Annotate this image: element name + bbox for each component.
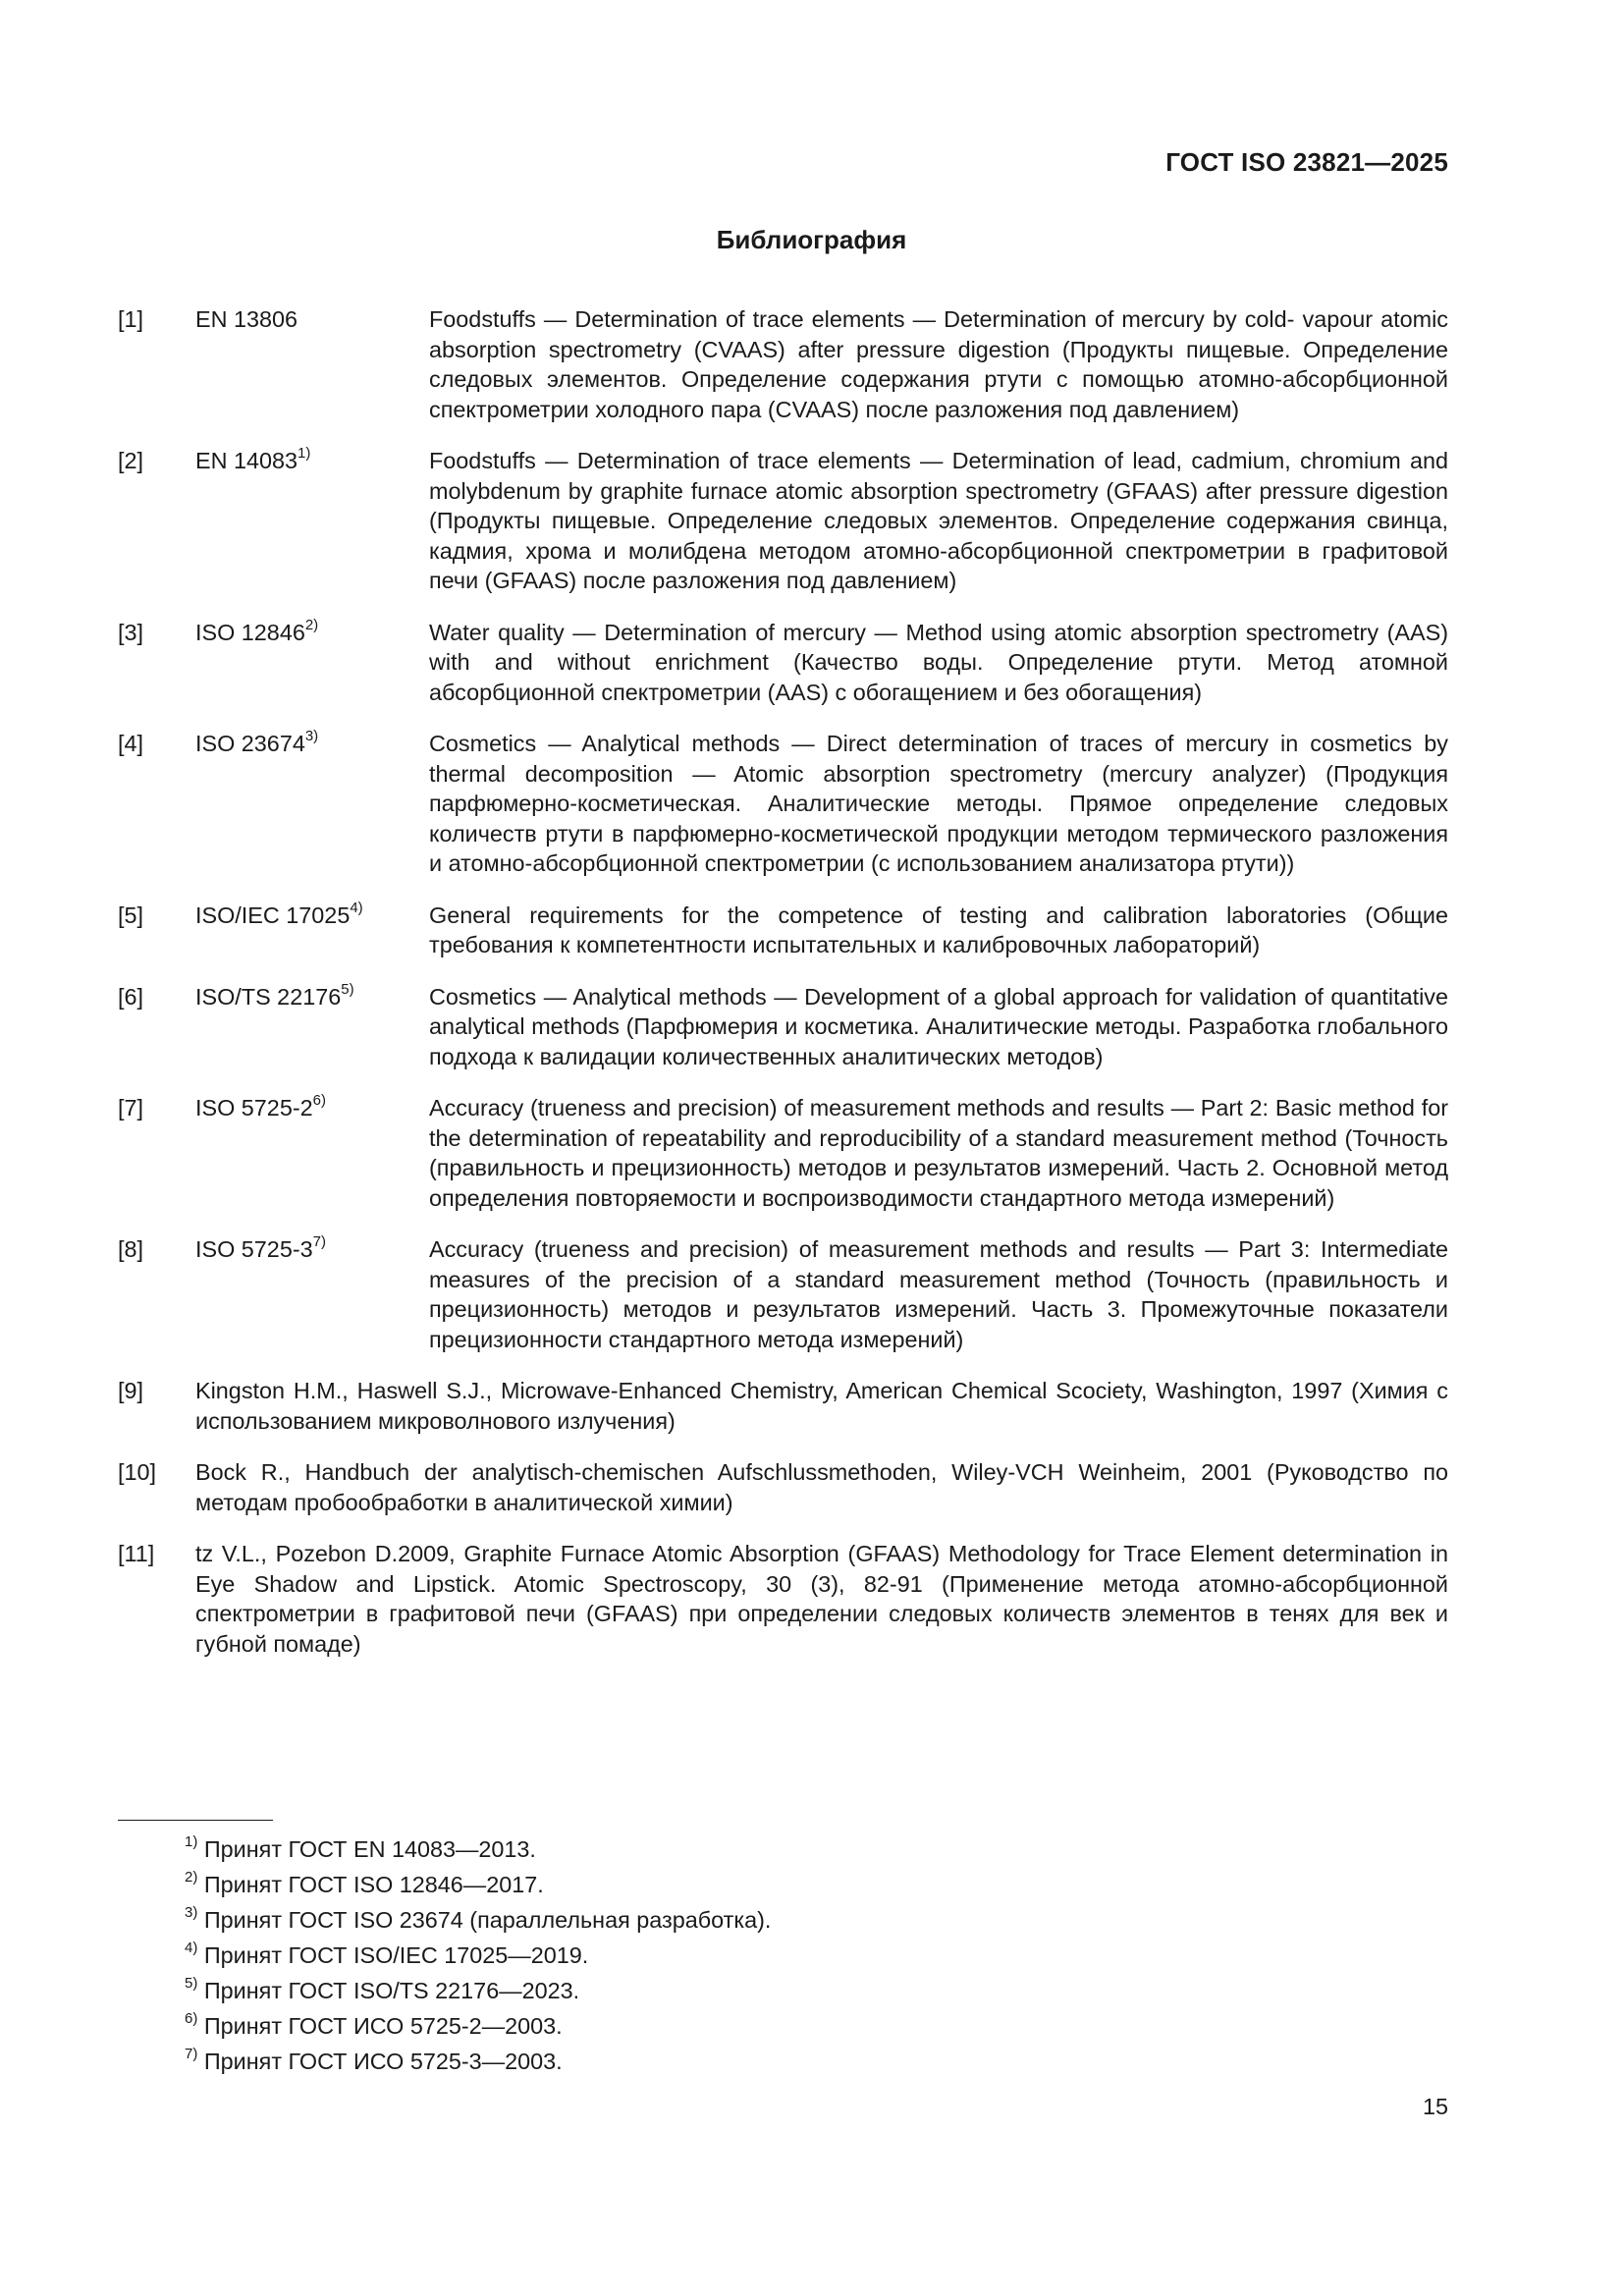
entry-number: [2] <box>118 448 144 473</box>
entry-number: [8] <box>118 1236 144 1262</box>
footnotes-list <box>185 1831 771 2079</box>
entry-description: Foodstuffs — Determination of trace elements — Determination of lead, cadmium, chromium and molybdenum by graphite furnace atomic absorption spectrometry (GFAAS) after pressure digestion (Продукты пищевые. Определение следовых элементов. Определение содержания свинца, кадмия, хрома и молибдена методом атомно-абсорбционной спектрометрии в графитовой печи (GFAAS) после разложения под давлением) <box>429 448 1448 593</box>
footnote-ref: 2) <box>304 616 319 633</box>
footnote-mark: 4) <box>185 1940 198 1957</box>
entry-code: ISO 5725-3$^{7)}$ <box>195 1233 326 1262</box>
entry-number: [3] <box>118 619 144 645</box>
bibliography-entry <box>118 1093 1448 1213</box>
bibliography-entry <box>118 618 1448 708</box>
entry-number: [6] <box>118 983 144 1010</box>
entry-number: [4] <box>118 731 144 756</box>
bibliography-entry <box>118 1376 1448 1436</box>
section-title: Библиография <box>716 225 907 254</box>
entry-code: ISO 5725-2$^{6)}$ <box>195 1092 326 1121</box>
entry-description: Foodstuffs — Determination of trace elements — Determination of mercury by cold- vapour atomic absorption spectrometry (CVAAS) after pressure digestion (Продукты пищевые. Определение следовых элементов. Определение содержания ртути с помощью атомно-абсорбционной спектрометрии холодного пара (CVAAS) после разложения под давлением) <box>429 306 1448 422</box>
footnote-mark: 6) <box>185 2010 198 2028</box>
entry-code: ISO/IEC 17025$^{4)}$ <box>195 899 363 928</box>
footnote-divider <box>118 1820 273 1821</box>
bibliography-entry <box>118 1234 1448 1354</box>
entry-number: [9] <box>118 1378 144 1403</box>
entry-description: Water quality — Determination of mercury — Method using atomic absorption spectrometry (AAS) with and without enrichment (Качество воды. Определение ртути. Метод атомной абсорбционной спектрометрии (AAS) с обогащением и без обогащения) <box>429 619 1448 705</box>
footnote-ref: 4) <box>350 899 363 916</box>
footnote-ref: 3) <box>304 728 319 745</box>
entry-number: [5] <box>118 902 144 928</box>
footnote: $^{2)}$ Принят ГОСТ ISO 12846—2017. <box>185 1869 544 1897</box>
footnote-mark: 3) <box>185 1904 198 1922</box>
bibliography-entry <box>118 982 1448 1072</box>
bibliography-entry <box>118 901 1448 960</box>
footnote: $^{4)}$ Принят ГОСТ ISO/IEC 17025—2019. <box>185 1940 589 1968</box>
entry-code: EN 14083$^{1)}$ <box>195 445 311 473</box>
entry-description: Accuracy (trueness and precision) of measurement methods and results — Part 3: Intermediate measures of the precision of a standard measurement method (Точность (правильность и прецизионность) методов и результатов измерений. Часть 3. Промежуточные показатели прецизионности стандартного метода измерений) <box>429 1236 1448 1352</box>
footnote-mark: 5) <box>185 1975 198 1993</box>
entry-description: General requirements for the competence of testing and calibration laboratories (Общие требования к компетентности испытательных и калибровочных лабораторий) <box>429 902 1448 957</box>
footnote-ref: 7) <box>312 1233 326 1251</box>
entry-code: ISO/TS 22176$^{5)}$ <box>195 980 354 1010</box>
entry-description: tz V.L., Pozebon D.2009, Graphite Furnace Atomic Absorption (GFAAS) Methodology for Trace Element determination in Eye Shadow and Lipstick. Atomic Spectroscopy, 30 (3), 82-91 (Применение метода атомно-абсорбционной спектрометрии в графитовой печи (GFAAS) при определении следовых количеств элементов в тенях для век и губной помаде) <box>195 1541 1448 1657</box>
bibliography-entry <box>118 1539 1448 1659</box>
footnote-mark: 1) <box>185 1833 198 1851</box>
entry-description: Bock R., Handbuch der analytisch-chemischen Aufschlussmethoden, Wiley-VCH Weinheim, 2001 (Руководство по методам пробообработки в аналитической химии) <box>195 1459 1448 1515</box>
entry-number: [7] <box>118 1095 144 1121</box>
entry-code: EN 13806 <box>195 306 298 332</box>
footnote: $^{3)}$ Принят ГОСТ ISO 23674 (параллельная разработка). <box>185 1904 772 1933</box>
bibliography-entry <box>118 446 1448 596</box>
entry-code: ISO 23674$^{3)}$ <box>195 728 319 756</box>
footnote-mark: 7) <box>185 2046 198 2063</box>
footnote-ref: 5) <box>341 980 354 998</box>
footnote-mark: 2) <box>185 1869 198 1886</box>
entry-number: [10] <box>118 1459 157 1485</box>
bibliography-list <box>118 304 1448 1680</box>
footnote-ref: 1) <box>298 445 311 463</box>
bibliography-entry <box>118 1457 1448 1517</box>
footnote: $^{7)}$ Принят ГОСТ ИСО 5725-3—2003. <box>185 2046 563 2074</box>
entry-number: [11] <box>118 1541 155 1566</box>
entry-number: [1] <box>118 306 144 332</box>
footnote: $^{1)}$ Принят ГОСТ EN 14083—2013. <box>185 1833 536 1862</box>
page-number: 15 <box>1422 2094 1448 2119</box>
entry-description: Cosmetics — Analytical methods — Development of a global approach for validation of quantitative analytical methods (Парфюмерия и косметика. Аналитические методы. Разработка глобального подхода к валидации количественных аналитических методов) <box>429 983 1448 1069</box>
footnote-ref: 6) <box>312 1092 326 1110</box>
entry-description: Cosmetics — Analytical methods — Direct determination of traces of mercury in cosmetics by thermal decomposition — Atomic absorption spectrometry (mercury analyzer) (Продукция парфюмерно-косметическая. Аналитические методы. Прямое определение следовых количеств ртути в парфюмерно-косметической продукции методом термического разложения и атомно-абсорбционной спектрометрии (с использованием анализатора ртути)) <box>429 731 1448 876</box>
document-header: ГОСТ ISO 23821—2025 <box>1165 147 1448 177</box>
footnote: $^{5)}$ Принят ГОСТ ISO/TS 22176—2023. <box>185 1975 580 2003</box>
entry-description: Kingston H.M., Haswell S.J., Microwave-Enhanced Chemistry, American Chemical Scociety, Washington, 1997 (Химия с использованием микроволнового излучения) <box>195 1378 1448 1434</box>
bibliography-entry <box>118 304 1448 424</box>
entry-code: ISO 12846$^{2)}$ <box>195 616 319 645</box>
bibliography-entry <box>118 729 1448 879</box>
entry-description: Accuracy (trueness and precision) of measurement methods and results — Part 2: Basic method for the determination of repeatability and reproducibility of a standard measurement method (Точность (правильность и прецизионность) методов и результатов измерений. Часть 2. Основной метод определения повторяемости и воспроизводимости стандартного метода измерений) <box>429 1095 1448 1211</box>
footnote: $^{6)}$ Принят ГОСТ ИСО 5725-2—2003. <box>185 2010 563 2039</box>
